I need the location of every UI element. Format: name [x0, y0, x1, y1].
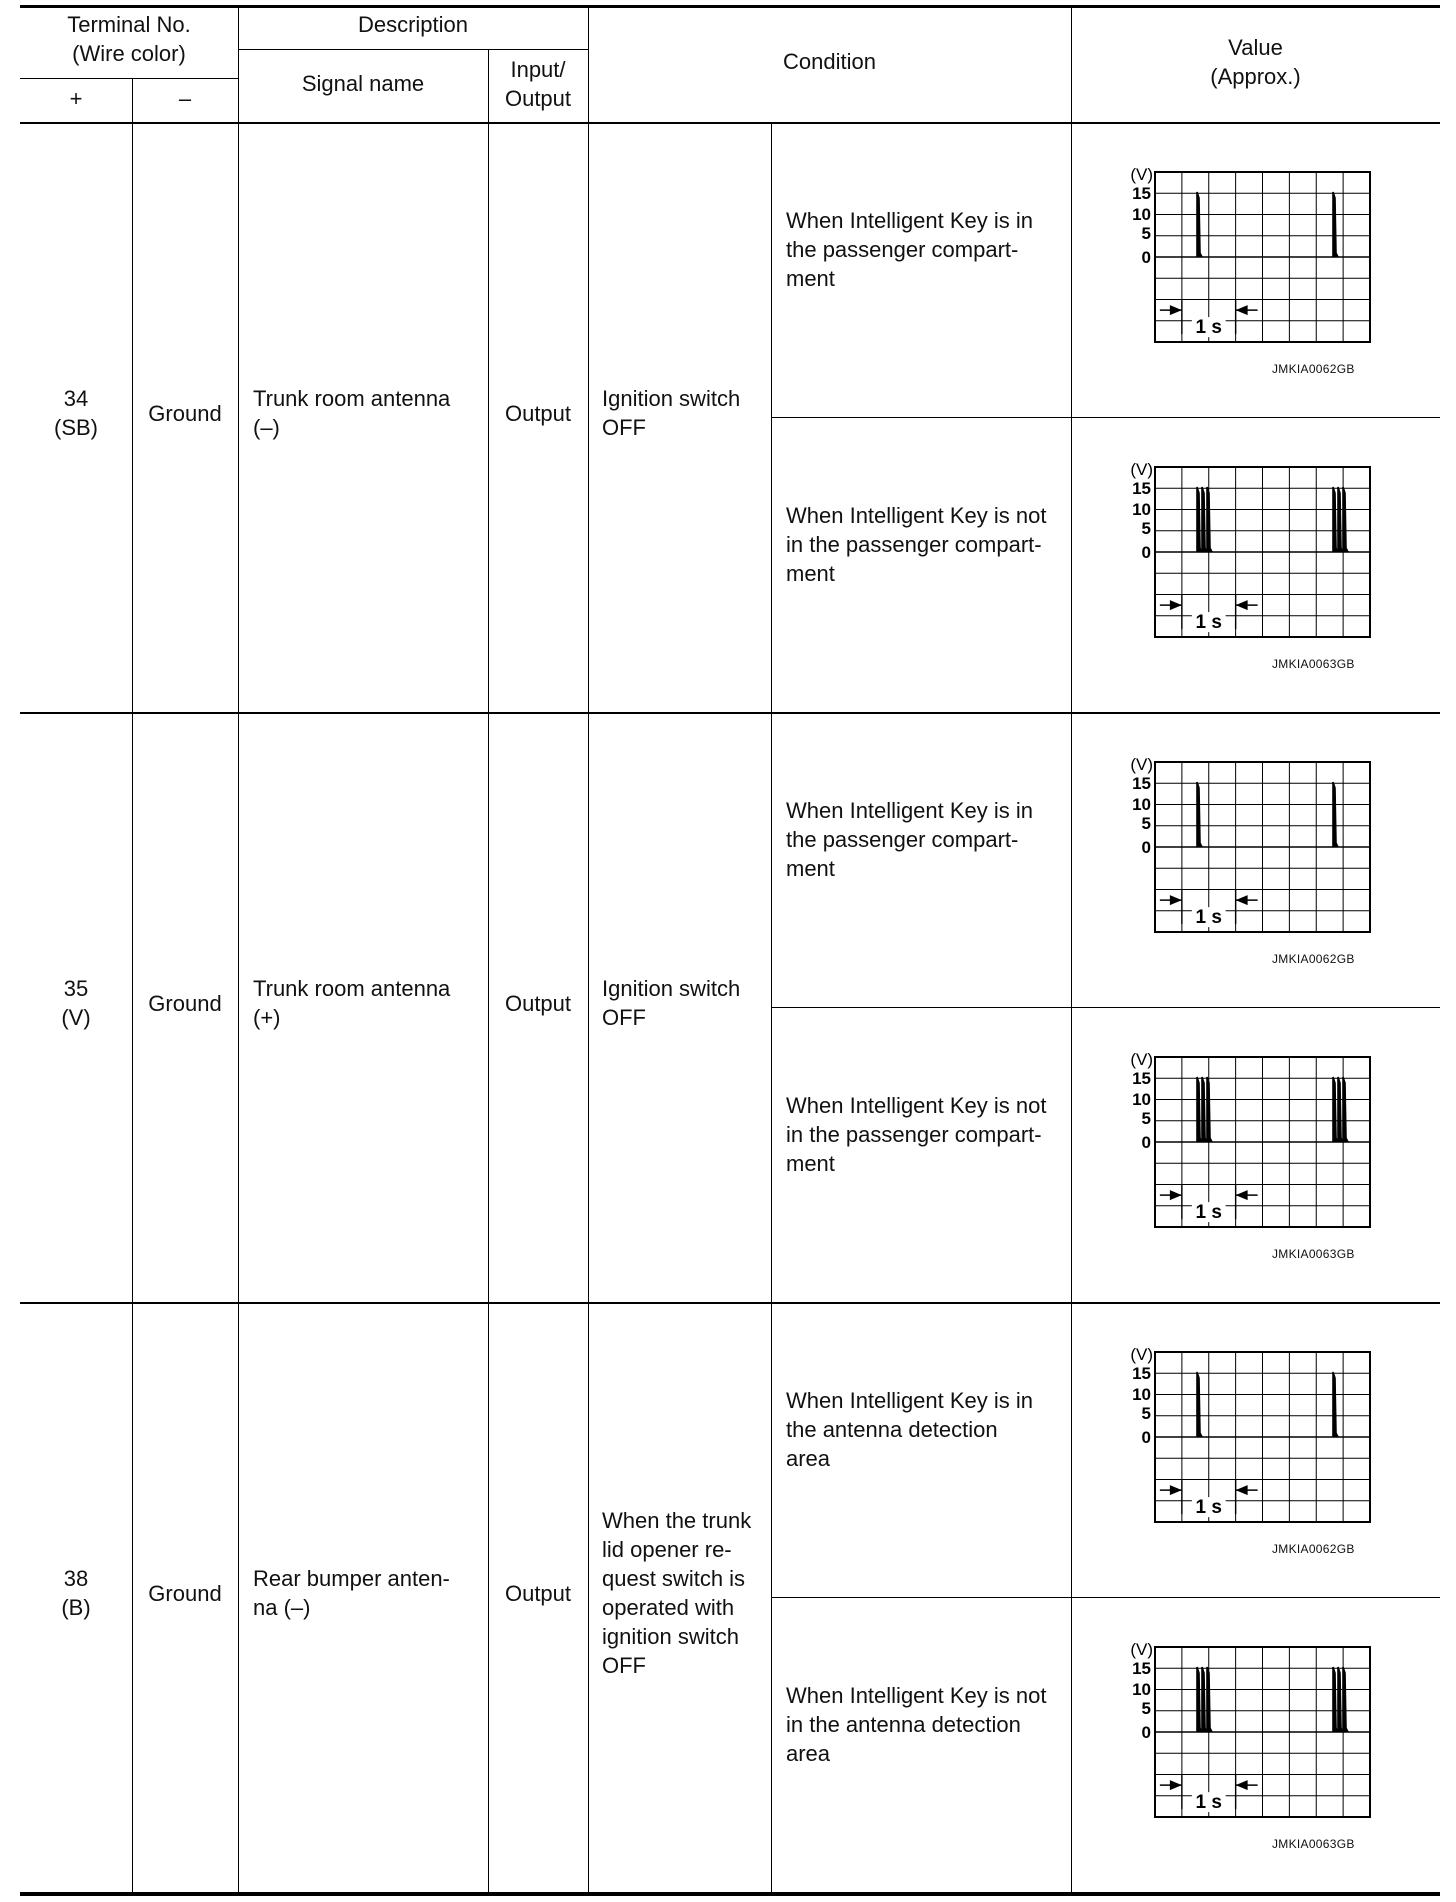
scope-pulse [1333, 782, 1338, 847]
ground-label: Ground [148, 991, 222, 1016]
col-divider-condition [588, 8, 589, 1892]
oscilloscope-waveform [1115, 752, 1375, 942]
scope-y-tick: 15 [1132, 479, 1151, 498]
scope-y-tick: 15 [1132, 184, 1151, 203]
scope-y-tick: 10 [1132, 1680, 1151, 1699]
figure-code: JMKIA0063GB [1272, 657, 1355, 671]
sub-condition-text: When Intelligent Key is not [786, 1682, 1047, 1708]
col-divider-value [1071, 8, 1072, 1892]
condition-text: OFF [602, 1005, 646, 1030]
scope-y-tick: 10 [1132, 1385, 1151, 1404]
sub-row-divider [771, 1007, 1440, 1008]
sub-condition-text: ment [786, 1150, 835, 1176]
scope-y-tick: 15 [1132, 1659, 1151, 1678]
scope-y-tick: 5 [1141, 1699, 1151, 1718]
scope-y-tick: 15 [1132, 774, 1151, 793]
figure-code: JMKIA0062GB [1272, 952, 1355, 966]
scope-pulse [1207, 1077, 1212, 1142]
figure-code: JMKIA0062GB [1272, 1542, 1355, 1556]
oscilloscope-waveform [1115, 1342, 1375, 1532]
wire-color: (SB) [54, 415, 98, 440]
header-condition: Condition [783, 49, 876, 74]
scope-pulse [1333, 192, 1338, 257]
scope-y-tick: 0 [1141, 1428, 1151, 1447]
scope-time-label: 1 s [1195, 1792, 1222, 1814]
sub-condition-text: the passenger compart- [786, 826, 1019, 852]
wire-color: (B) [61, 1595, 91, 1620]
scope-pulse [1343, 1667, 1348, 1732]
scope-y-tick: 0 [1141, 1723, 1151, 1742]
sub-condition-text: ment [786, 855, 835, 881]
scope-time-label: 1 s [1195, 317, 1222, 339]
figure-code: JMKIA0063GB [1272, 1247, 1355, 1261]
scope-y-tick: 0 [1141, 543, 1151, 562]
scope-y-tick: 10 [1132, 795, 1151, 814]
scope-y-tick: 0 [1141, 838, 1151, 857]
signal-name: (+) [253, 1005, 281, 1030]
scope-y-tick: 0 [1141, 248, 1151, 267]
signal-name: Trunk room antenna [253, 386, 451, 411]
sub-condition-text: in the passenger compart- [786, 1121, 1042, 1147]
scope-pulse [1207, 487, 1212, 552]
scope-y-tick: 10 [1132, 205, 1151, 224]
ground-label: Ground [148, 401, 222, 426]
scope-y-tick: 15 [1132, 1364, 1151, 1383]
condition-text: quest switch is [602, 1566, 746, 1591]
row-divider [20, 712, 1440, 714]
sub-condition-text: area [786, 1740, 831, 1766]
sub-condition-text: When Intelligent Key is not [786, 1092, 1047, 1118]
oscilloscope-waveform [1115, 1637, 1375, 1827]
scope-time-label: 1 s [1195, 907, 1222, 929]
condition-text: ignition switch [602, 1624, 739, 1649]
scope-unit: (V) [1130, 460, 1153, 479]
header-wire-color: (Wire color) [72, 41, 186, 66]
header-bottom-rule [20, 122, 1440, 124]
sub-condition-text: When Intelligent Key is in [786, 207, 1034, 233]
sub-condition-text: ment [786, 560, 835, 586]
scope-time-label: 1 s [1195, 1202, 1222, 1224]
oscilloscope-waveform [1115, 457, 1375, 647]
scope-pulse [1333, 1372, 1338, 1437]
condition-text: lid opener re- [602, 1537, 732, 1562]
scope-unit: (V) [1130, 1050, 1153, 1069]
sub-condition-text: the antenna detection [786, 1416, 998, 1442]
scope-unit: (V) [1130, 1345, 1153, 1364]
signal-name: (–) [253, 415, 280, 440]
signal-name: Trunk room antenna [253, 976, 451, 1001]
scope-pulse [1207, 1667, 1212, 1732]
condition-text: operated with [602, 1595, 735, 1620]
sub-condition-text: When Intelligent Key is not [786, 502, 1047, 528]
scope-y-tick: 15 [1132, 1069, 1151, 1088]
col-divider-minus [132, 78, 133, 1892]
scope-unit: (V) [1130, 1640, 1153, 1659]
sub-condition-text: When Intelligent Key is in [786, 797, 1034, 823]
sub-condition-text: the passenger compart- [786, 236, 1019, 262]
condition-text: Ignition switch [602, 386, 741, 411]
scope-y-tick: 10 [1132, 1090, 1151, 1109]
scope-y-tick: 0 [1141, 1133, 1151, 1152]
header-plus: + [69, 86, 83, 111]
table-bottom-border [20, 1892, 1440, 1896]
header-minus: – [178, 86, 192, 111]
scope-y-tick: 5 [1141, 1404, 1151, 1423]
terminal-number: 38 [63, 1566, 89, 1591]
col-divider-io [488, 49, 489, 1892]
sub-condition-text: in the antenna detection [786, 1711, 1021, 1737]
signal-name: na (–) [253, 1595, 311, 1620]
oscilloscope-waveform [1115, 162, 1375, 352]
scope-y-tick: 10 [1132, 500, 1151, 519]
scope-time-label: 1 s [1195, 612, 1222, 634]
wire-color: (V) [61, 1005, 91, 1030]
header-input: Input/ [510, 57, 566, 82]
header-plus-minus-rule [20, 78, 238, 79]
scope-pulse [1343, 487, 1348, 552]
signal-name: Rear bumper anten- [253, 1566, 450, 1591]
scope-unit: (V) [1130, 165, 1153, 184]
sub-condition-text: in the passenger compart- [786, 531, 1042, 557]
terminal-number: 35 [63, 976, 89, 1001]
scope-y-tick: 5 [1141, 1109, 1151, 1128]
io-value: Output [504, 401, 572, 426]
ground-label: Ground [148, 1581, 222, 1606]
scope-y-tick: 5 [1141, 224, 1151, 243]
sub-condition-text: ment [786, 265, 835, 291]
scope-pulse [1197, 1372, 1202, 1437]
scope-pulse [1197, 782, 1202, 847]
io-value: Output [504, 1581, 572, 1606]
row-divider [20, 1302, 1440, 1304]
scope-unit: (V) [1130, 755, 1153, 774]
oscilloscope-waveform [1115, 1047, 1375, 1237]
header-signal-name: Signal name [301, 71, 425, 96]
scope-y-tick: 5 [1141, 814, 1151, 833]
header-approx: (Approx.) [1210, 64, 1301, 89]
sub-row-divider [771, 1597, 1440, 1598]
col-divider-signal [238, 8, 239, 1892]
header-value: Value [1228, 35, 1283, 60]
scope-pulse [1197, 192, 1202, 257]
condition-text: When the trunk [602, 1508, 752, 1533]
condition-text: OFF [602, 1653, 646, 1678]
scope-time-label: 1 s [1195, 1497, 1222, 1519]
header-terminal-no: Terminal No. [67, 12, 191, 37]
figure-code: JMKIA0063GB [1272, 1837, 1355, 1851]
table-top-border [20, 5, 1440, 8]
header-output: Output [504, 86, 572, 111]
header-description: Description [357, 12, 469, 37]
terminal-number: 34 [63, 386, 89, 411]
condition-text: Ignition switch [602, 976, 741, 1001]
condition-text: OFF [602, 415, 646, 440]
scope-y-tick: 5 [1141, 519, 1151, 538]
sub-condition-text: When Intelligent Key is in [786, 1387, 1034, 1413]
sub-condition-text: area [786, 1445, 831, 1471]
scope-pulse [1343, 1077, 1348, 1142]
figure-code: JMKIA0062GB [1272, 362, 1355, 376]
header-description-rule [238, 49, 588, 50]
sub-row-divider [771, 417, 1440, 418]
io-value: Output [504, 991, 572, 1016]
